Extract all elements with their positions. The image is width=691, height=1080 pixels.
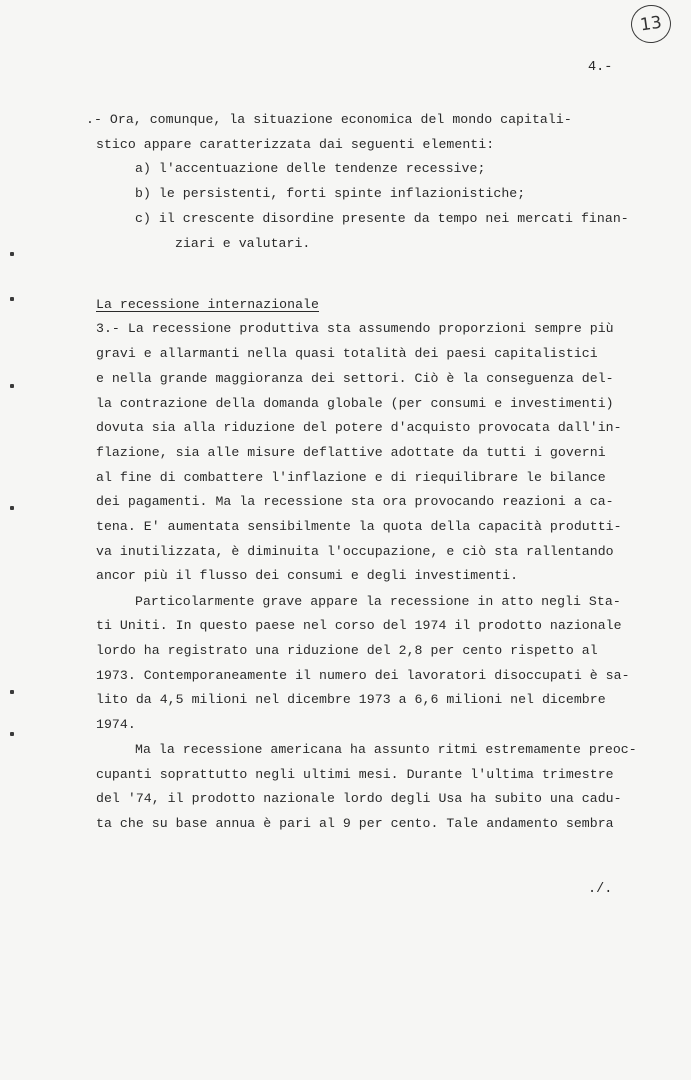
section2-item-c-cont: ziari e valutari. <box>175 236 311 251</box>
section-heading: La recessione internazionale <box>96 297 319 312</box>
section2-item-b: b) le persistenti, forti spinte inflazionistiche; <box>135 186 526 201</box>
section2-line-2: stico appare caratterizzata dai seguenti elementi: <box>96 137 495 152</box>
margin-mark <box>10 690 14 694</box>
section3-line-2: gravi e allarmanti nella quasi totalità dei paesi capitalistici <box>96 346 598 361</box>
section3-line-5: dovuta sia alla riduzione del potere d'acquisto provocata dall'in- <box>96 420 622 435</box>
usa-paragraph-line-5: lito da 4,5 milioni nel dicembre 1973 a 6,6 milioni nel dicembre <box>96 692 606 707</box>
section2-item-c: c) il crescente disordine presente da tempo nei mercati finan- <box>135 211 629 226</box>
margin-mark <box>10 252 14 256</box>
page-number: 4.- <box>588 60 613 75</box>
section3-line-6: flazione, sia alle misure deflattive adottate da tutti i governi <box>96 445 606 460</box>
usa-paragraph-line-6: 1974. <box>96 717 136 732</box>
section3-line-10: va inutilizzata, è diminuita l'occupazione, e ciò sta rallentando <box>96 544 614 559</box>
usa-paragraph-line-1: Particolarmente grave appare la recessione in atto negli Sta- <box>135 594 621 609</box>
section3-line-9: tena. E' aumentata sensibilmente la quota della capacità produtti- <box>96 519 622 534</box>
section3-line-8: dei pagamenti. Ma la recessione sta ora provocando reazioni a ca- <box>96 494 614 509</box>
usa-paragraph-line-2: ti Uniti. In questo paese nel corso del 1974 il prodotto nazionale <box>96 618 622 633</box>
section2-item-a: a) l'accentuazione delle tendenze recessive; <box>135 161 486 176</box>
section3-line-1: 3.- La recessione produttiva sta assumendo proporzioni sempre più <box>96 321 614 336</box>
american-paragraph-line-4: ta che su base annua è pari al 9 per cento. Tale andamento sembra <box>96 816 614 831</box>
section3-line-11: ancor più il flusso dei consumi e degli investimenti. <box>96 568 519 583</box>
section2-line-1: .- Ora, comunque, la situazione economica del mondo capitali- <box>86 112 572 127</box>
usa-paragraph-line-3: lordo ha registrato una riduzione del 2,8 per cento rispetto al <box>96 643 598 658</box>
section3-line-3: e nella grande maggioranza dei settori. Ciò è la conseguenza del- <box>96 371 614 386</box>
margin-mark <box>10 506 14 510</box>
continuation-mark: ./. <box>588 882 613 897</box>
section3-line-7: al fine di combattere l'inflazione e di riequilibrare le bilance <box>96 470 606 485</box>
section3-line-4: la contrazione della domanda globale (per consumi e investimenti) <box>96 396 614 411</box>
margin-mark <box>10 384 14 388</box>
american-paragraph-line-1: Ma la recessione americana ha assunto ritmi estremamente preoc- <box>135 742 637 757</box>
american-paragraph-line-2: cupanti soprattutto negli ultimi mesi. Durante l'ultima trimestre <box>96 767 614 782</box>
margin-mark <box>10 732 14 736</box>
american-paragraph-line-3: del '74, il prodotto nazionale lordo degli Usa ha subito una cadu- <box>96 791 622 806</box>
archive-number: 13 <box>638 12 664 36</box>
margin-mark <box>10 297 14 301</box>
usa-paragraph-line-4: 1973. Contemporaneamente il numero dei lavoratori disoccupati è sa- <box>96 668 630 683</box>
archive-number-stamp <box>629 2 674 45</box>
